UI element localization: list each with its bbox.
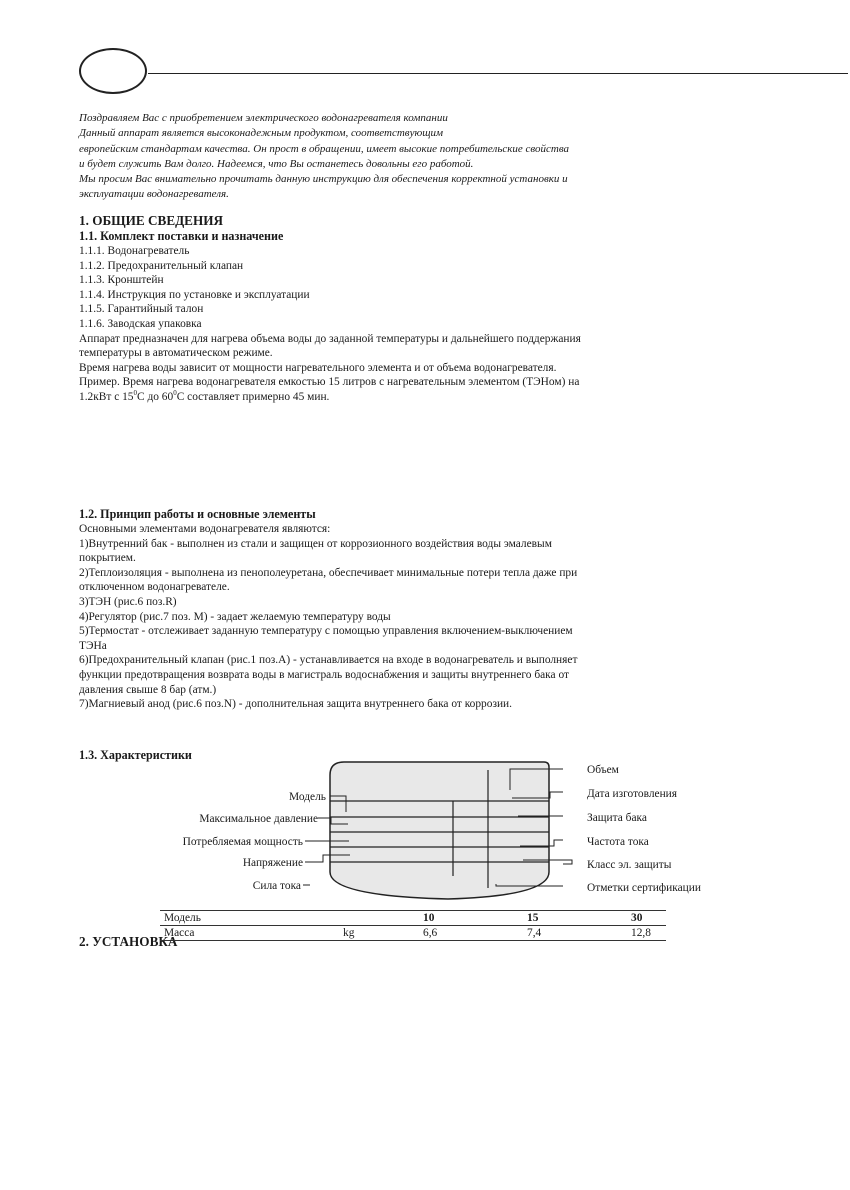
- example-end: С составляет примерно 45 мин.: [176, 390, 330, 403]
- label-frequency: Частота тока: [587, 836, 649, 848]
- table-cell: 7,4: [523, 926, 627, 941]
- section-general: [79, 213, 769, 405]
- paragraph-line: 7)Магниевый анод (рис.6 поз.N) - дополнительная защита внутреннего бака от коррозии.: [79, 698, 512, 711]
- paragraph-line: ТЭНа: [79, 639, 107, 652]
- intro-line: Данный аппарат является высоконадежным продуктом, соответствующим: [79, 127, 444, 140]
- table-cell: Масса: [160, 926, 339, 941]
- purpose-line: Аппарат предназначен для нагрева объема воды до заданной температуры и дальнейшего поддержания: [79, 332, 581, 345]
- paragraph-line: 4)Регулятор (рис.7 поз. М) - задает желаемую температуру воды: [79, 610, 391, 623]
- table-cell: 10: [419, 911, 523, 926]
- intro-paragraph: [79, 111, 769, 203]
- intro-line: и будет служить Вам долго. Надеемся, что Вы останетесь довольны его работой.: [79, 157, 474, 170]
- leader-lines: [303, 769, 572, 886]
- list-item: 1.1.3. Кронштейн: [79, 274, 164, 287]
- subsection-title: 1.2. Принцип работы и основные элементы: [79, 507, 316, 521]
- label-voltage: Напряжение: [242, 857, 303, 869]
- list-item: 1.1.2. Предохранительный клапан: [79, 259, 244, 272]
- degree-mark: 0: [173, 389, 177, 398]
- table-cell: 30: [627, 911, 666, 926]
- table-row: [160, 926, 666, 941]
- example-start: 1.2кВт с 15: [79, 390, 134, 403]
- degree-mark: 0: [133, 389, 137, 398]
- table-row: [160, 911, 666, 926]
- subsection-title: 1.1. Комплект поставки и назначение: [79, 229, 284, 243]
- intro-line: Мы просим Вас внимательно прочитать данную инструкцию для обеспечения корректной установки и: [79, 173, 568, 186]
- label-max-pressure: Максимальное давление: [199, 813, 318, 825]
- section-title: 2. УСТАНОВКА: [79, 934, 178, 949]
- list-item: 1.1.1. Водонагреватель: [79, 245, 190, 257]
- table-cell: 12,8: [627, 926, 666, 941]
- paragraph-line: 2)Теплоизоляция - выполнена из пенополеуретана, обеспечивает минимальные потери тепла даже при: [79, 566, 578, 579]
- section-title: 1. ОБЩИЕ СВЕДЕНИЯ: [79, 213, 224, 228]
- list-item: 1.1.4. Инструкция по установке и эксплуатации: [79, 288, 310, 301]
- paragraph-line: Основными элементами водонагревателя являются:: [79, 523, 331, 535]
- table-cell: [339, 911, 419, 926]
- paragraph-line: 1)Внутренний бак - выполнен из стали и защищен от коррозионного воздействия воды эмалевым: [79, 537, 552, 550]
- label-manufacture-date: Дата изготовления: [587, 788, 678, 800]
- table-cell: 6,6: [419, 926, 523, 941]
- label-model: Модель: [289, 791, 326, 803]
- specs-table: [160, 910, 666, 941]
- label-volume: Объем: [587, 764, 619, 776]
- purpose-line: Время нагрева воды зависит от мощности нагревательного элемента и от объема водонагревателя.: [79, 361, 557, 374]
- paragraph-line: функции предотвращения возврата воды в магистраль водоснабжения и защиты внутреннего бака от: [79, 668, 569, 681]
- purpose-line: температуры в автоматическом режиме.: [79, 347, 273, 360]
- section-principle: [79, 507, 784, 712]
- label-protection-class: Класс эл. защиты: [587, 859, 672, 871]
- intro-line: Поздравляем Вас с приобретением электрического водонагревателя компании: [79, 112, 448, 124]
- label-current: Сила тока: [252, 880, 301, 892]
- paragraph-line: 3)ТЭН (рис.6 поз.R): [79, 595, 177, 608]
- list-item: 1.1.5. Гарантийный талон: [79, 303, 204, 316]
- plate-outline: [330, 762, 549, 899]
- intro-line: эксплуатации водонагревателя.: [79, 188, 229, 201]
- subsection-title: 1.3. Характеристики: [79, 748, 192, 762]
- page-number-oval: [79, 48, 147, 94]
- table-cell: 15: [523, 911, 627, 926]
- label-tank-protection: Защита бака: [587, 812, 647, 824]
- paragraph-line: 6)Предохранительный клапан (рис.1 поз.А) - устанавливается на входе в водонагреватель и выполняет: [79, 654, 578, 667]
- paragraph-line: отключенном водонагревателе.: [79, 581, 230, 594]
- label-certification: Отметки сертификации: [587, 882, 701, 894]
- label-power: Потребляемая мощность: [182, 836, 303, 848]
- example-mid: С до 60: [137, 390, 174, 403]
- table-cell: kg: [339, 926, 419, 941]
- example-line: [79, 390, 769, 405]
- purpose-line: Пример. Время нагрева водонагревателя емкостью 15 литров с нагревательным элементом (ТЭНом) на: [79, 376, 580, 389]
- intro-line: европейским стандартам качества. Он прост в обращении, имеет высокие потребительские свойства: [79, 142, 570, 155]
- paragraph-line: давления свыше 8 бар (атм.): [79, 683, 217, 696]
- paragraph-line: 5)Термостат - отслеживает заданную температуру с помощью управления включением-выключением: [79, 625, 573, 638]
- plate-lines: [330, 770, 549, 888]
- table-cell: Модель: [160, 911, 339, 926]
- list-item: 1.1.6. Заводская упаковка: [79, 317, 202, 330]
- paragraph-line: покрытием.: [79, 552, 136, 565]
- header-rule: [148, 73, 848, 74]
